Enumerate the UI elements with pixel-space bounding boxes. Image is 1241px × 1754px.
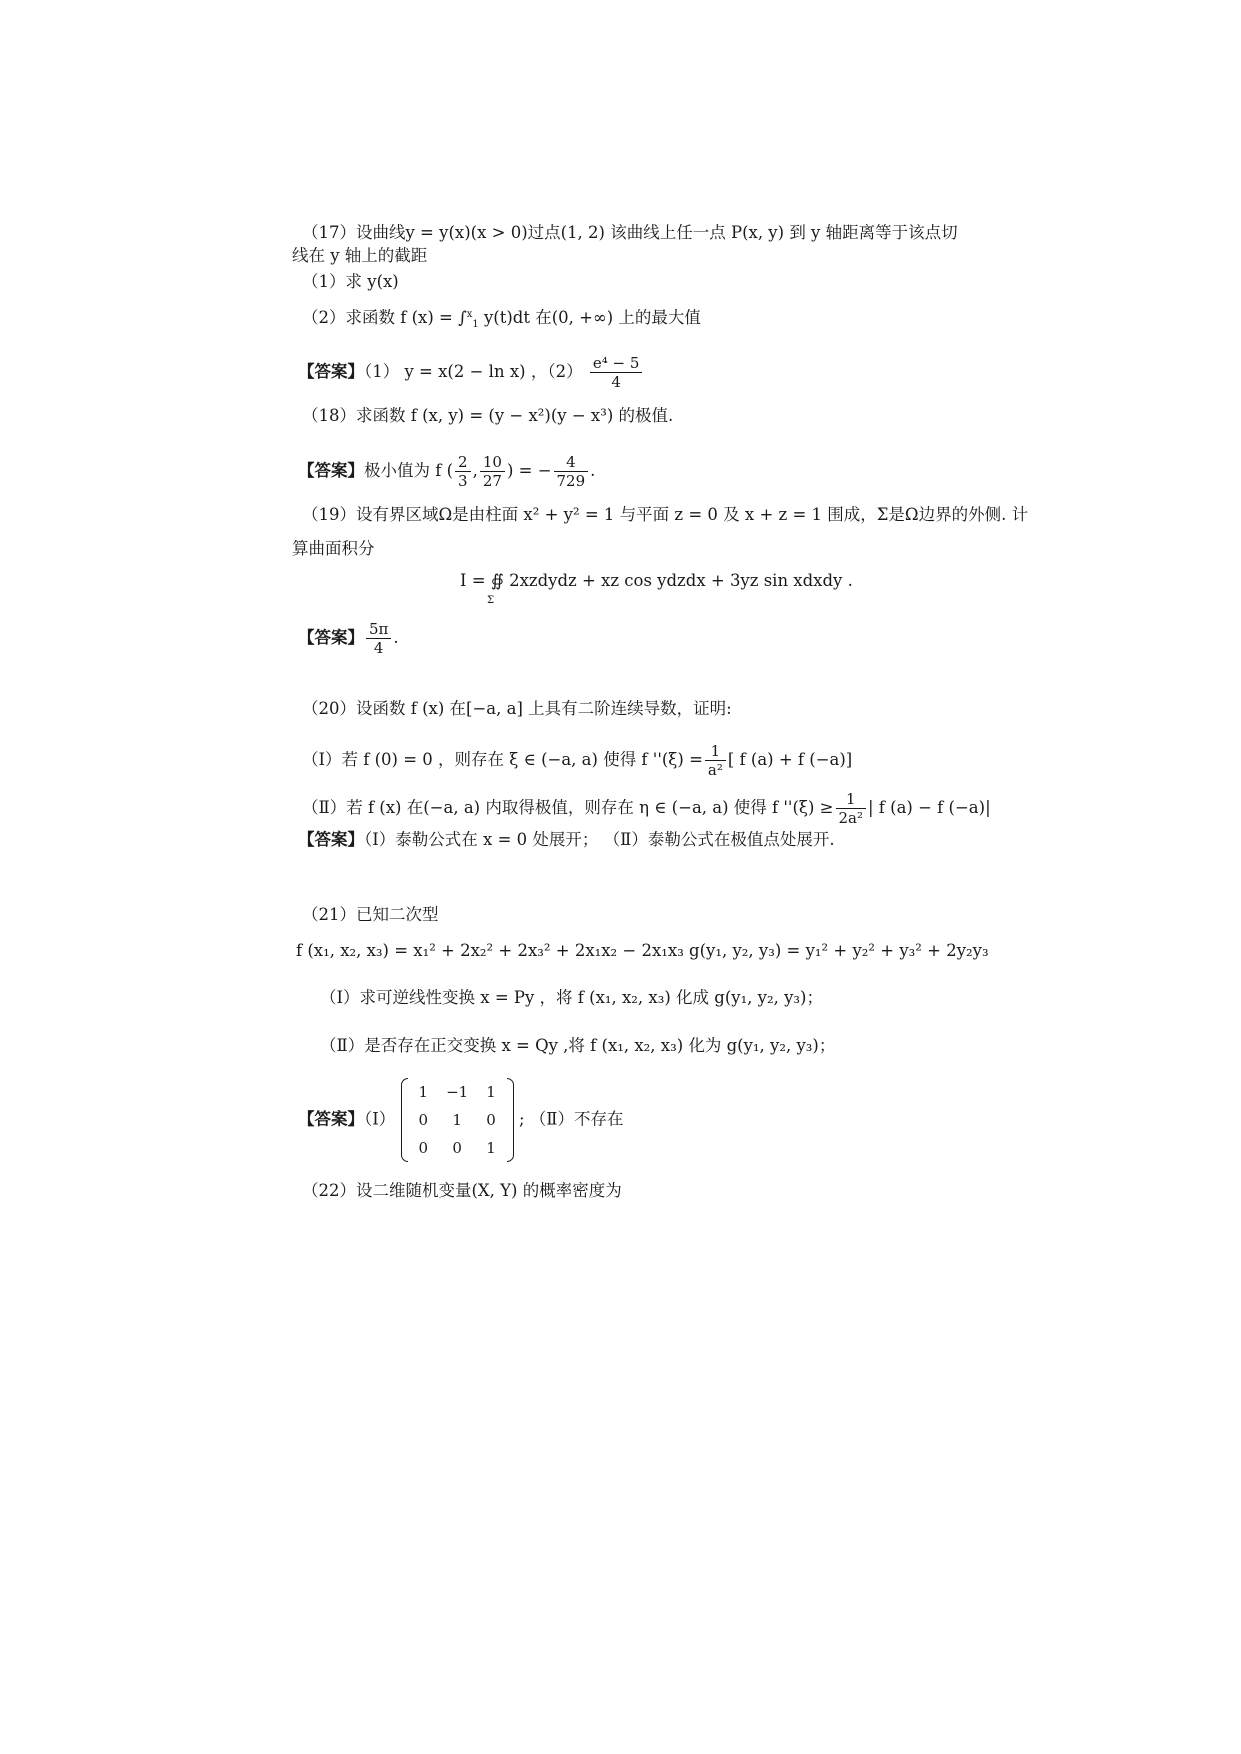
q17-answer-text: （1） y = x(2 − ln x) ，（2） xyxy=(364,362,583,381)
q21-part2: （Ⅱ）是否存在正交变换 x = Qy ,将 f (x₁, x₂, x₃) 化为 g(y₁, y₂, y₃)； xyxy=(320,1036,836,1055)
q20-part1-fraction xyxy=(705,742,726,779)
fraction-denominator: 27 xyxy=(482,472,502,490)
answer-label: 【答案】 xyxy=(298,628,364,647)
q19-line1: （19）设有界区域Ω是由柱面 x² + y² = 1 与平面 z = 0 及 x + z = 1 围成，Σ是Ω边界的外侧. 计 xyxy=(302,505,1029,524)
q18-answer: 【答案】极小值为 f ( $\frac{2}{3}$ , $\frac{10}{27}$ ) = − $\frac{4}{729}$ . xyxy=(298,453,596,490)
q20-answer xyxy=(298,829,835,851)
matrix-cell: 0 xyxy=(452,1139,462,1157)
left-paren xyxy=(401,1078,408,1162)
q17-part2-start: （2）求函数 f (x) = ∫ xyxy=(302,308,467,327)
fraction-denominator: 2a² xyxy=(838,809,863,827)
matrix-cell: −1 xyxy=(446,1083,469,1101)
fraction-numerator: 1 xyxy=(836,790,867,809)
q18-line1: （18）求函数 f (x, y) = (y − x²)(y − x³) 的极值. xyxy=(302,406,674,425)
fraction-numerator: 2 xyxy=(455,453,471,472)
q22-line1: （22）设二维随机变量(X, Y) 的概率密度为 xyxy=(302,1181,622,1200)
q20-part1 xyxy=(302,742,852,779)
q21-formula: f (x₁, x₂, x₃) = x₁² + 2x₂² + 2x₃² + 2x₁x₂ − 2x₁x₃ g(y₁, y₂, y₃) = y₁² + y₂² + y₃² + 2y₂y₃ xyxy=(296,941,989,960)
matrix-cell: 0 xyxy=(418,1139,429,1157)
q17-integral-upper: x xyxy=(466,309,473,320)
fraction-numerator: 5π xyxy=(366,620,391,639)
q20-part2-end: | f (a) − f (−a)| xyxy=(868,798,991,817)
fraction-denominator: 4 xyxy=(373,639,384,657)
q17-answer xyxy=(298,354,644,391)
q18-answer-mid: ) = − xyxy=(506,461,552,480)
q21-line1: （21）已知二次型 xyxy=(302,905,439,924)
fraction-denominator: 729 xyxy=(556,472,586,490)
q17-part2-end: y(t)dt 在(0, +∞) 上的最大值 xyxy=(478,308,701,327)
matrix-cell: 0 xyxy=(418,1111,429,1129)
q17-part1: （1）求 y(x) xyxy=(302,272,399,291)
q17-integral-lower: 1 xyxy=(472,319,479,330)
q18-fraction-y xyxy=(480,453,505,490)
q21-answer-start: （Ⅰ） xyxy=(364,1109,396,1129)
q20-line1: （20）设函数 f (x) 在[−a, a] 上具有二阶连续导数，证明: xyxy=(302,699,732,718)
answer-label: 【答案】 xyxy=(298,830,364,849)
answer-label: 【答案】 xyxy=(298,461,364,480)
matrix-cell: 1 xyxy=(418,1083,429,1101)
answer-label: 【答案】 xyxy=(298,1109,364,1129)
q21-part1: （Ⅰ）求可逆线性变换 x = Py ，将 f (x₁, x₂, x₃) 化成 g(y₁, y₂, y₃)； xyxy=(320,988,823,1007)
fraction-numerator: 4 xyxy=(554,453,589,472)
fraction-numerator: 10 xyxy=(480,453,505,472)
q19-answer-end: . xyxy=(393,628,399,647)
matrix-cell: 1 xyxy=(486,1083,496,1101)
q17-answer-fraction xyxy=(590,354,643,391)
q19-formula: I = ∯ 2xzdydz + xz cos ydzdx + 3yz sin xdxdy . xyxy=(460,571,853,590)
matrix-cell: 1 xyxy=(486,1139,496,1157)
fraction-denominator: 3 xyxy=(458,472,468,490)
q18-fraction-value xyxy=(554,453,589,490)
matrix-cell: 0 xyxy=(486,1111,496,1129)
q19-answer-fraction xyxy=(366,620,391,657)
matrix-row xyxy=(410,1134,505,1162)
q21-answer-end: ; （Ⅱ）不存在 xyxy=(519,1109,624,1129)
right-paren xyxy=(507,1078,514,1162)
q20-part2-start: （Ⅱ）若 f (x) 在(−a, a) 内取得极值，则存在 η ∈ (−a, a) 使得 f ''(ξ) ≥ xyxy=(302,798,834,817)
q17-line2: 线在 y 轴上的截距 xyxy=(292,246,428,265)
answer-label: 【答案】 xyxy=(298,362,364,381)
matrix-row xyxy=(410,1078,505,1106)
q17-part2 xyxy=(302,307,701,329)
q20-part1-end: [ f (a) + f (−a)] xyxy=(727,750,853,769)
fraction-denominator: 4 xyxy=(611,373,621,391)
fraction-denominator: a² xyxy=(707,761,723,779)
q19-line2: 算曲面积分 xyxy=(292,539,375,558)
q18-answer-end: . xyxy=(590,461,596,480)
q20-part2 xyxy=(302,790,991,827)
matrix-cell: 1 xyxy=(452,1111,462,1129)
q21-answer-matrix xyxy=(401,1078,514,1162)
q19-sigma: Σ xyxy=(487,595,495,606)
q21-answer xyxy=(298,1078,624,1162)
q18-fraction-x xyxy=(455,453,471,490)
matrix-table xyxy=(410,1078,505,1162)
fraction-numerator: e⁴ − 5 xyxy=(590,354,643,373)
q17-line1: （17）设曲线y = y(x)(x > 0)过点(1, 2) 该曲线上任一点 P(x, y) 到 y 轴距离等于该点切 xyxy=(302,223,958,242)
q20-part2-fraction xyxy=(836,790,867,827)
q20-answer-text: （Ⅰ）泰勒公式在 x = 0 处展开； （Ⅱ）泰勒公式在极值点处展开. xyxy=(364,830,835,849)
matrix-row xyxy=(410,1106,505,1134)
fraction-numerator: 1 xyxy=(705,742,726,761)
q19-answer xyxy=(298,620,399,657)
q18-answer-start: 极小值为 f ( xyxy=(364,461,454,480)
q20-part1-start: （Ⅰ）若 f (0) = 0 ，则存在 ξ ∈ (−a, a) 使得 f ''(ξ) = xyxy=(302,750,703,769)
